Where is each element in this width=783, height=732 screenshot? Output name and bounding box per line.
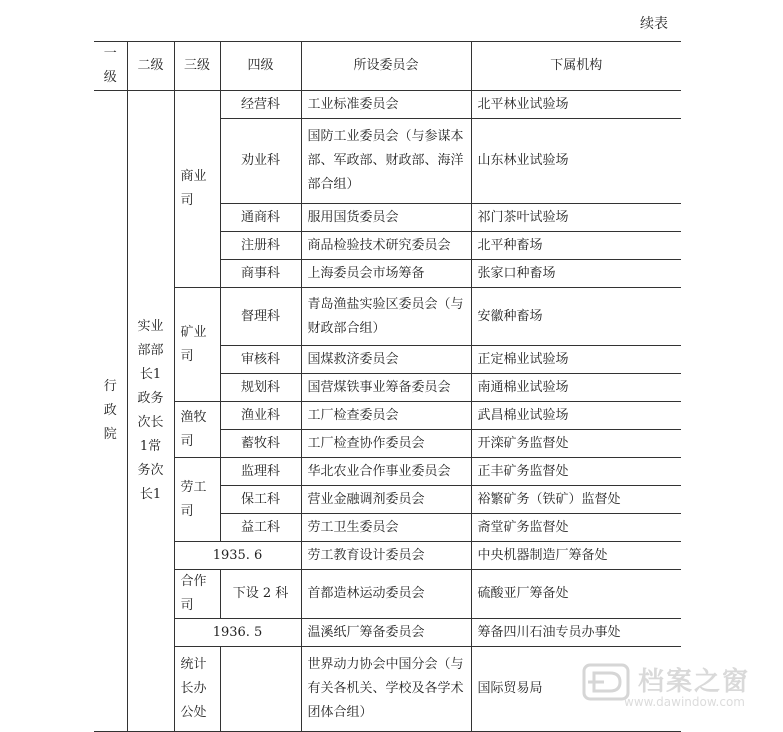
- header-committee: 所设委员会: [301, 42, 471, 91]
- committee-cell: 上海委员会市场筹备: [301, 260, 471, 288]
- date-cell: 1936. 5: [174, 619, 301, 647]
- level4-cell: 商事科: [220, 260, 301, 288]
- level4-cell: 审核科: [220, 346, 301, 374]
- table-row: [94, 402, 681, 430]
- group-mining: 矿业司: [174, 288, 220, 402]
- header-level4: 四级: [220, 42, 301, 91]
- org-cell: 国际贸易局: [471, 647, 681, 732]
- org-cell: 南通棉业试验场: [471, 374, 681, 402]
- committee-cell: 国营煤铁事业筹备委员会: [301, 374, 471, 402]
- level4-cell: 经营科: [220, 91, 301, 119]
- level4-cell: 益工科: [220, 514, 301, 542]
- table-row: [94, 91, 681, 119]
- org-cell: 硫酸亚厂筹备处: [471, 570, 681, 619]
- committee-cell: 华北农业合作事业委员会: [301, 458, 471, 486]
- committee-cell: 世界动力协会中国分会（与有关各机关、学校及各学术团体合组）: [301, 647, 471, 732]
- header-org: 下属机构: [471, 42, 681, 91]
- table-row: [94, 288, 681, 346]
- level4-cell: [220, 647, 301, 732]
- committee-cell: 国防工业委员会（与参谋本部、军政部、财政部、海洋部合组）: [301, 119, 471, 204]
- header-row: [94, 42, 681, 91]
- header-level2: 二级: [127, 42, 174, 91]
- org-cell: 武昌棉业试验场: [471, 402, 681, 430]
- org-cell: 正定棉业试验场: [471, 346, 681, 374]
- level2-cell: 实业部部长1政务次长1常务次长1: [127, 91, 174, 732]
- level4-cell: 蓄牧科: [220, 430, 301, 458]
- committee-cell: 工业标准委员会: [301, 91, 471, 119]
- table-row: [94, 570, 681, 619]
- level4-cell: 渔业科: [220, 402, 301, 430]
- level4-cell: 督理科: [220, 288, 301, 346]
- org-cell: 山东林业试验场: [471, 119, 681, 204]
- watermark-title: 档案之窗: [638, 667, 751, 697]
- level4-cell: 监理科: [220, 458, 301, 486]
- org-cell: 开滦矿务监督处: [471, 430, 681, 458]
- level4-cell: 规划科: [220, 374, 301, 402]
- committee-cell: 商品检验技术研究委员会: [301, 232, 471, 260]
- committee-cell: 工厂检查委员会: [301, 402, 471, 430]
- org-cell: 祁门茶叶试验场: [471, 204, 681, 232]
- watermark-url: www.dawindow.com: [624, 695, 745, 709]
- org-cell: 张家口种畜场: [471, 260, 681, 288]
- level4-cell: 劝业科: [220, 119, 301, 204]
- group-stats: 统计长办公处: [174, 647, 220, 732]
- organization-table: [94, 41, 681, 732]
- org-cell: 裕繁矿务（铁矿）监督处: [471, 486, 681, 514]
- committee-cell: 营业金融调剂委员会: [301, 486, 471, 514]
- group-labor: 劳工司: [174, 458, 220, 542]
- committee-cell: 首都造林运动委员会: [301, 570, 471, 619]
- level4-cell: 通商科: [220, 204, 301, 232]
- table-row: [94, 458, 681, 486]
- org-cell: 正丰矿务监督处: [471, 458, 681, 486]
- level1-cell: [94, 91, 127, 732]
- committee-cell: 服用国货委员会: [301, 204, 471, 232]
- committee-cell: 国煤救济委员会: [301, 346, 471, 374]
- level4-cell: 注册科: [220, 232, 301, 260]
- org-cell: 北平种畜场: [471, 232, 681, 260]
- committee-cell: 青岛渔盐实验区委员会（与财政部合组）: [301, 288, 471, 346]
- level4-cell: 保工科: [220, 486, 301, 514]
- continuation-label: 续表: [640, 16, 668, 32]
- header-level1: 一级: [94, 42, 127, 91]
- committee-cell: 劳工卫生委员会: [301, 514, 471, 542]
- level4-cell: 下设 2 科: [220, 570, 301, 619]
- group-coop: 合作司: [174, 570, 220, 619]
- date-cell: 1935. 6: [174, 542, 301, 570]
- org-cell: 北平林业试验场: [471, 91, 681, 119]
- org-cell: 中央机器制造厂筹备处: [471, 542, 681, 570]
- watermark: [580, 659, 765, 713]
- committee-cell: 劳工教育设计委员会: [301, 542, 471, 570]
- level1-text: 行政院: [103, 379, 117, 442]
- table-row: [94, 619, 681, 647]
- table-row: [94, 542, 681, 570]
- committee-cell: 温溪纸厂筹备委员会: [301, 619, 471, 647]
- org-cell: 斋堂矿务监督处: [471, 514, 681, 542]
- group-fishery: 渔牧司: [174, 402, 220, 458]
- header-level3: 三级: [174, 42, 220, 91]
- org-cell: 筹备四川石油专员办事处: [471, 619, 681, 647]
- committee-cell: 工厂检查协作委员会: [301, 430, 471, 458]
- group-commerce: 商业司: [174, 91, 220, 288]
- org-cell: 安徽种畜场: [471, 288, 681, 346]
